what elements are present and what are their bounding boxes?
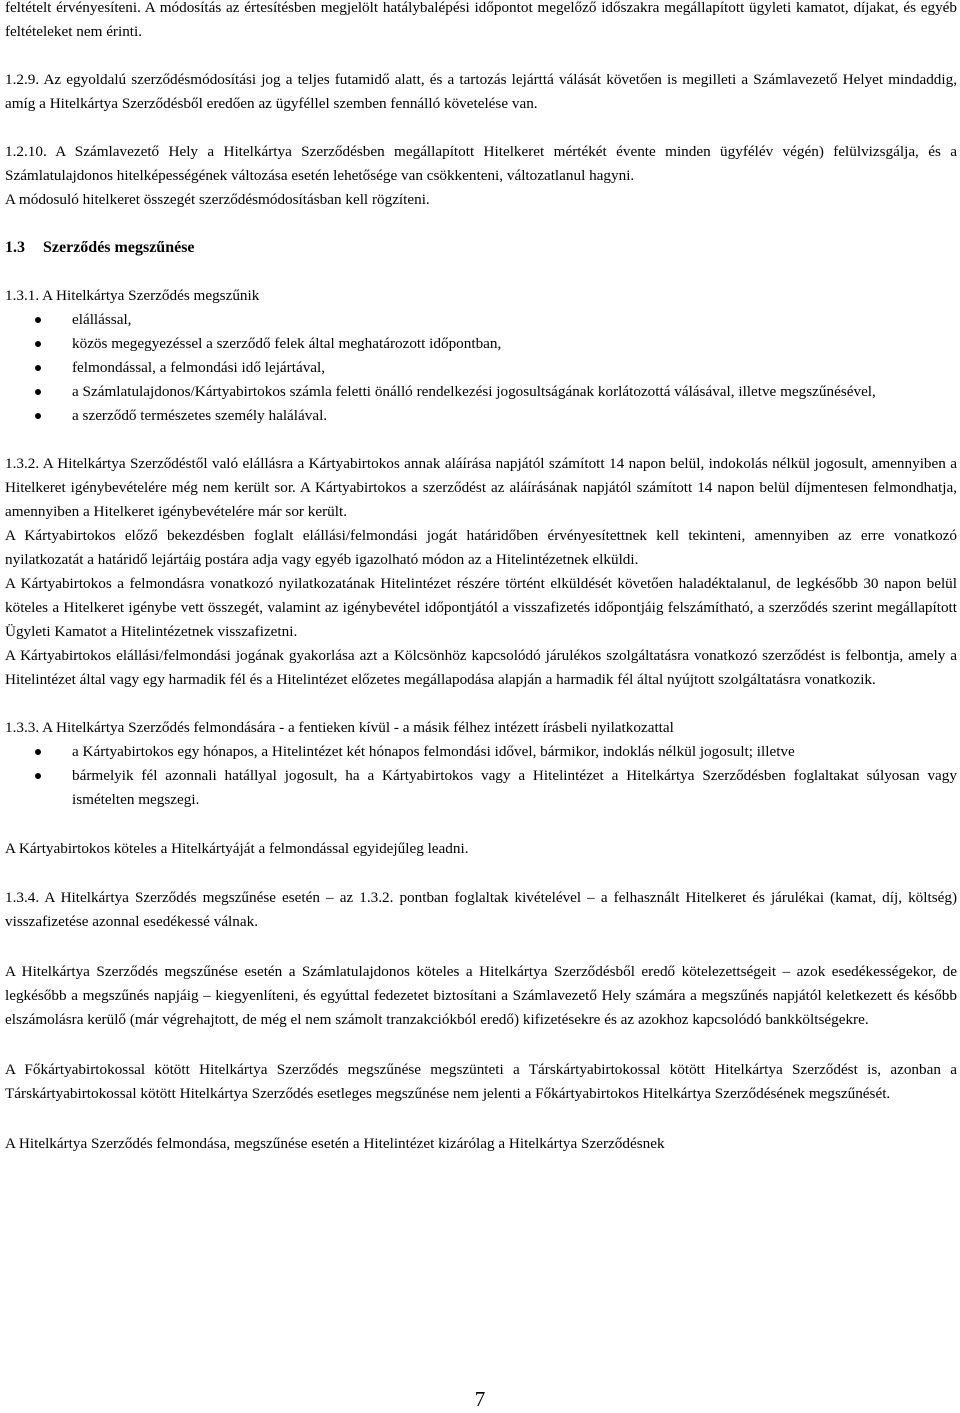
termination-list <box>5 308 957 428</box>
section-heading <box>5 236 957 260</box>
paragraph-1-3-4-d: A Hitelkártya Szerződés felmondása, megszűnése esetén a Hitelintézet kizárólag a Hitelkártya Szerződésnek <box>5 1135 665 1152</box>
paragraph-1-2-10: 1.2.10. A Számlavezető Hely a Hitelkártya Szerződésben megállapított Hitelkeret mértékét évente minden ügyfélév végén) felülvizsgálja, és a Számlatulajdonos hitelképességének változása esetén lehetősége van csökkenteni, változatlanul hagyni. <box>5 143 957 184</box>
section-title: Szerződés megszűnése <box>43 239 195 256</box>
paragraph-1-3-2-b: A Kártyabirtokos előző bekezdésben foglalt elállási/felmondási jogát határidőben érvényesítettnek kell tekinteni, amennyiben az erre vonatkozó nyilatkozatát a határidő lejártáig postára adja vagy egyéb igazolható módon az a Hitelintézetnek elküldi. <box>5 527 957 568</box>
section-number: 1.3 <box>5 239 25 256</box>
list-item: a Kártyabirtokos egy hónapos, a Hitelintézet két hónapos felmondási idővel, bármikor, indoklás nélkül jogosult; illetve <box>5 740 957 764</box>
list-item: a szerződő természetes személy halálával. <box>5 404 957 428</box>
paragraph-1-3-4-b: A Hitelkártya Szerződés megszűnése esetén a Számlatulajdonos köteles a Hitelkártya Szerződésből eredő kötelezettségeit – azok esedékességekor, de legkésőbb a megszűnés napjáig – kiegyenlíteni, és egyúttal fedezetet biztosítani a Számlavezető Hely számára a megszűnés napjától keletkezett és később elszámolásra kerülő (már végrehajtott, de még el nem számolt tranzakciókból eredő) kifizetésekre és az azokhoz kapcsolódó bankköltségekre. <box>5 963 957 1028</box>
list-item: bármelyik fél azonnali hatállyal jogosult, ha a Kártyabirtokos vagy a Hitelintézet a Hitelkártya Szerződésben foglaltakat súlyosan vagy ismételten megszegi. <box>5 764 957 812</box>
paragraph-1-3-4: 1.3.4. A Hitelkártya Szerződés megszűnése esetén – az 1.3.2. pontban foglaltak kivételével – a felhasznált Hitelkeret és járulékai (kamat, díj, költség) visszafizetése azonnal esedékessé válnak. <box>5 889 957 930</box>
paragraph-intro: feltételt érvényesíteni. A módosítás az értesítésben megjelölt hatálybalépési időpontot megelőző időszakra megállapított ügyleti kamatot, díjakat, és egyéb feltételeket nem érinti. <box>5 0 957 40</box>
paragraph-1-3-3-b: A Kártyabirtokos köteles a Hitelkártyáját a felmondással egyidejűleg leadni. <box>5 840 469 857</box>
paragraph-1-3-2: 1.3.2. A Hitelkártya Szerződéstől való elállásra a Kártyabirtokos annak aláírása napjától számított 14 napon belül, indokolás nélkül jogosult, amennyiben a Hitelkeret igénybevételére még nem került sor. A Kártyabirtokos a szerződést az aláírásának napjától számított 14 napon belül díjmentesen felmondhatja, amennyiben a Hitelkeret igénybevételére már sor került. <box>5 455 957 520</box>
paragraph-1-2-10-b: A módosuló hitelkeret összegét szerződésmódosításban kell rögzíteni. <box>5 191 430 208</box>
notice-list <box>5 740 957 812</box>
list-item: közös megegyezéssel a szerződő felek által meghatározott időpontban, <box>5 332 957 356</box>
paragraph-1-2-9: 1.2.9. Az egyoldalú szerződésmódosítási jog a teljes futamidő alatt, és a tartozás lejárttá válását követően is megilleti a Számlavezető Helyet mindaddig, amíg a Hitelkártya Szerződésből eredően az ügyféllel szemben fennálló követelése van. <box>5 71 957 112</box>
paragraph-1-3-2-d: A Kártyabirtokos elállási/felmondási jogának gyakorlása azt a Kölcsönhöz kapcsolódó járulékos szolgáltatásra vonatkozó szerződést is felbontja, amely a Hitelintézet által vagy egy harmadik fél és a Hitelintézet előzetes megállapodása alapján a harmadik fél által nyújtott szolgáltatásra vonatkozik. <box>5 647 957 688</box>
paragraph-1-3-1: 1.3.1. A Hitelkártya Szerződés megszűnik <box>5 287 260 304</box>
list-item: a Számlatulajdonos/Kártyabirtokos számla feletti önálló rendelkezési jogosultságának korlátozottá válásával, illetve megszűnésével, <box>5 380 957 404</box>
page-number: 7 <box>474 1387 486 1411</box>
list-item: felmondással, a felmondási idő lejártával, <box>5 356 957 380</box>
paragraph-1-3-2-c: A Kártyabirtokos a felmondásra vonatkozó nyilatkozatának Hitelintézet részére történt elküldését követően haladéktalanul, de legkésőbb 30 napon belül köteles a Hitelkeret igénybe vett összegét, valamint az igénybevétel időpontjától a visszafizetés időpontjáig felszámítható, a szerződés szerint megállapított Ügyleti Kamatot a Hitelintézetnek visszafizetni. <box>5 575 957 640</box>
document-page <box>5 0 957 1156</box>
paragraph-1-3-4-c: A Főkártyabirtokossal kötött Hitelkártya Szerződés megszűnése megszünteti a Társkártyabirtokossal kötött Hitelkártya Szerződést is, azonban a Társkártyabirtokossal kötött Hitelkártya Szerződés esetleges megszűnése nem jelenti a Főkártyabirtokos Hitelkártya Szerződésének megszűnését. <box>5 1061 957 1102</box>
paragraph-1-3-3: 1.3.3. A Hitelkártya Szerződés felmondására - a fentieken kívül - a másik félhez intézett írásbeli nyilatkozattal <box>5 719 674 736</box>
list-item: elállással, <box>5 308 957 332</box>
